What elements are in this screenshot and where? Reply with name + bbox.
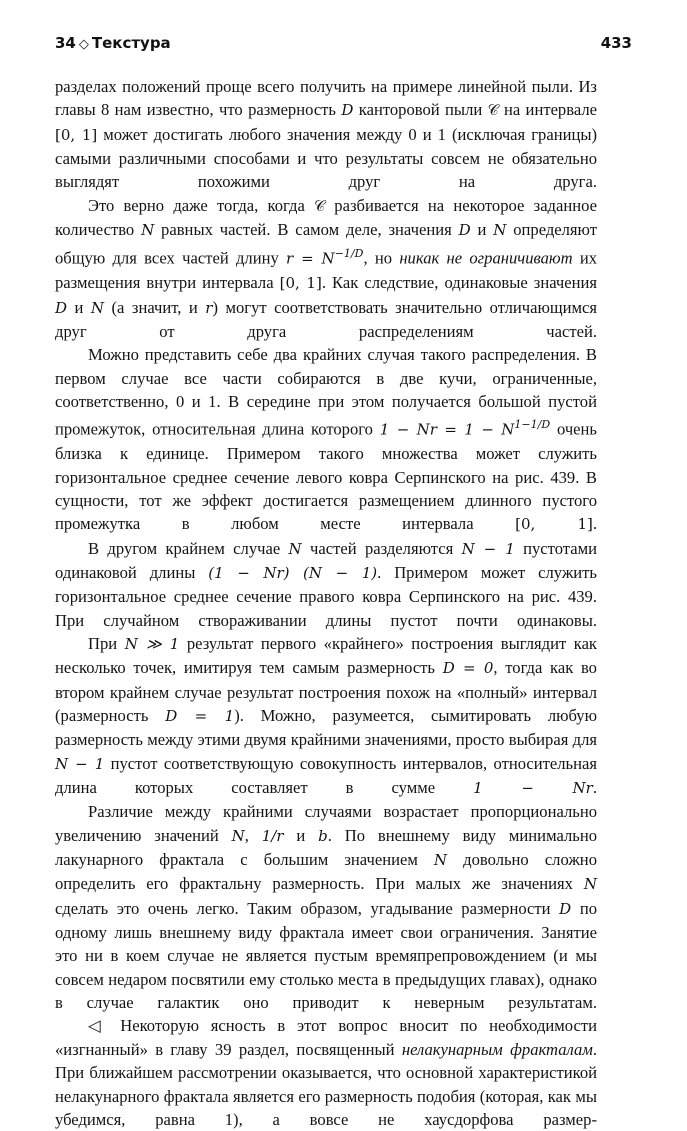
math-run: N − 1 xyxy=(461,539,515,558)
text-run: , тогда как во втором крайнем случае результат построения похож на «полный» интервал (размерность xyxy=(55,658,597,725)
text-run: . Как следствие, одинаковые значения xyxy=(321,273,598,293)
text-run: Различие между крайними случаями возрастает пропорционально увеличению значений xyxy=(55,802,597,845)
text-run: ). Можно, разумеется, сымитировать любую размерность между этими двумя крайними значениями, просто выбирая для xyxy=(55,706,597,750)
header-left xyxy=(55,34,171,52)
page-number-left: 34 xyxy=(55,34,76,52)
math-run: r = N xyxy=(286,249,335,268)
body-text xyxy=(55,75,597,1131)
text-run: нелакунарным фракталам xyxy=(401,1039,593,1059)
text-run: и xyxy=(470,220,494,240)
paragraph xyxy=(55,75,597,194)
text-run: их размещения внутри интервала xyxy=(55,248,598,293)
math-run: D xyxy=(55,298,68,317)
diamond-icon: ◇ xyxy=(78,37,89,52)
math-run: N xyxy=(141,221,155,240)
math-run: N xyxy=(583,875,597,894)
text-run: . При ближайшем рассмотрении оказывается, что основной характеристикой нелакунарного фрактала является его размерность подобия (которая, как мы убедимся, равна 1), а вовсе не хаусдорфова размер- xyxy=(55,1039,598,1129)
text-run: , но xyxy=(363,248,400,268)
text-run: результат первого «крайнего» построения выглядит как несколько точек, имитируя тем самым размерность xyxy=(55,633,597,678)
paragraph xyxy=(55,1014,597,1131)
paragraph xyxy=(55,343,597,536)
paragraph xyxy=(55,632,597,800)
text-run: канторовой пыли xyxy=(353,100,488,120)
text-run: на интервале xyxy=(498,100,598,120)
math-run: 𝒞 xyxy=(314,196,326,215)
math-run: 𝒞 xyxy=(487,101,499,120)
paragraph xyxy=(55,537,597,632)
text-run: разделах положений проще всего получить на примере линейной пыли. Из главы 8 нам известно, что размерность xyxy=(55,77,597,120)
math-run: r xyxy=(205,298,213,317)
math-run: b xyxy=(318,826,328,845)
text-run: и xyxy=(67,297,91,317)
text-run: . xyxy=(592,778,597,798)
text-run: , xyxy=(244,825,262,845)
text-run: частей разделяются xyxy=(301,538,462,558)
math-run: −1/D xyxy=(334,247,364,261)
text-run: Можно представить себе два крайних случая такого распределения. В первом случае все части собираются в две кучи, ограниченные, соответственно, 0 и 1. В середине при этом получается большой пустой промежуток, относительная длина которого xyxy=(55,345,597,439)
paragraph xyxy=(55,194,597,344)
math-run: N xyxy=(433,851,448,870)
math-run: D xyxy=(559,899,572,918)
math-run: D xyxy=(458,221,471,240)
math-run: D = 0 xyxy=(442,659,494,678)
paragraph xyxy=(55,800,597,1014)
math-run: [0, 1] xyxy=(55,125,98,144)
text-run: В другом крайнем случае xyxy=(88,538,289,558)
text-run: равных частей. В самом деле, значения xyxy=(154,220,459,240)
text-run: ) могут соответствовать значительно отличающимся друг от друга распределениям частей. xyxy=(55,297,597,341)
math-run: [0, 1] xyxy=(279,274,322,293)
text-run: пустот соответствующую совокупность интервалов, относительная длина которых составляет в сумме xyxy=(55,753,597,798)
text-run: . Примером может служить горизонтальное среднее сечение правого ковра Серпинского на рис. 439. При случайном створаживании длины пустот почти одинаковы. xyxy=(55,562,597,630)
math-run: N xyxy=(493,221,507,240)
math-run: D = 1 xyxy=(165,707,235,725)
text-run: довольно сложно определить его фрактальну размерность. При малых же значениях xyxy=(55,850,597,894)
text-run: и xyxy=(283,825,319,845)
running-header xyxy=(55,34,632,56)
text-run: . По внешнему виду минимально лакунарного фрактала с большим значением xyxy=(55,825,597,870)
text-run: разбивается на некоторое заданное количество xyxy=(55,195,597,240)
math-run: [0, 1] xyxy=(515,515,593,534)
text-run: никак не ограничивают xyxy=(399,248,573,268)
text-run: очень близка к единице. Примером такого множества может служить горизонтальное среднее сечение левого ковра Серпинского на рис. 439. В сущности, тот же эффект достигается размещением длинного пустого промежутка в любом месте интервала xyxy=(55,419,597,534)
text-run: ◁ Некоторую ясность в этот вопрос вносит по необходимости «изгнанный» в главу 39 раздел, посвященный xyxy=(55,1016,597,1059)
math-run: N xyxy=(288,539,302,558)
math-run: 1 − Nr = 1 − N xyxy=(379,420,515,439)
text-run: по одному лишь внешнему виду фрактала имеет свои ограничения. Занятие это ни в коем случае не является пустым времяпрепровождением (и мы совсем недаром посвятили ему столько места в предыдущих главах), однако в случае галактик оно приводит к неверным результатам. xyxy=(55,898,597,1013)
text-run: При xyxy=(88,633,125,653)
text-run: . xyxy=(592,514,597,534)
math-run: D xyxy=(341,101,354,120)
text-run: пустотами одинаковой длины xyxy=(55,538,597,582)
math-run: (1 − Nr) (N − 1) xyxy=(208,563,378,582)
text-run: (а значит, и xyxy=(104,297,206,317)
chapter-title: Текстура xyxy=(91,34,171,52)
math-run: 1−1/D xyxy=(514,418,551,432)
math-run: N − 1 xyxy=(55,754,105,773)
page-number-right: 433 xyxy=(600,34,632,52)
math-run: 1/r xyxy=(261,826,284,845)
text-run: может достигать любого значения между 0 и 1 (исключая границы) самыми различными способами и что результаты совсем не обязательно выглядят похожими друг на друга. xyxy=(55,124,598,192)
text-run: Это верно даже тогда, когда xyxy=(88,195,315,215)
math-run: N ≫ 1 xyxy=(124,634,180,653)
text-run: сделать это очень легко. Таким образом, угадывание размерности xyxy=(55,898,560,918)
text-run: определяют общую для всех частей длину xyxy=(55,220,597,268)
math-run: 1 − Nr xyxy=(473,779,593,798)
math-run: N xyxy=(90,298,105,317)
math-run: N xyxy=(231,826,245,845)
